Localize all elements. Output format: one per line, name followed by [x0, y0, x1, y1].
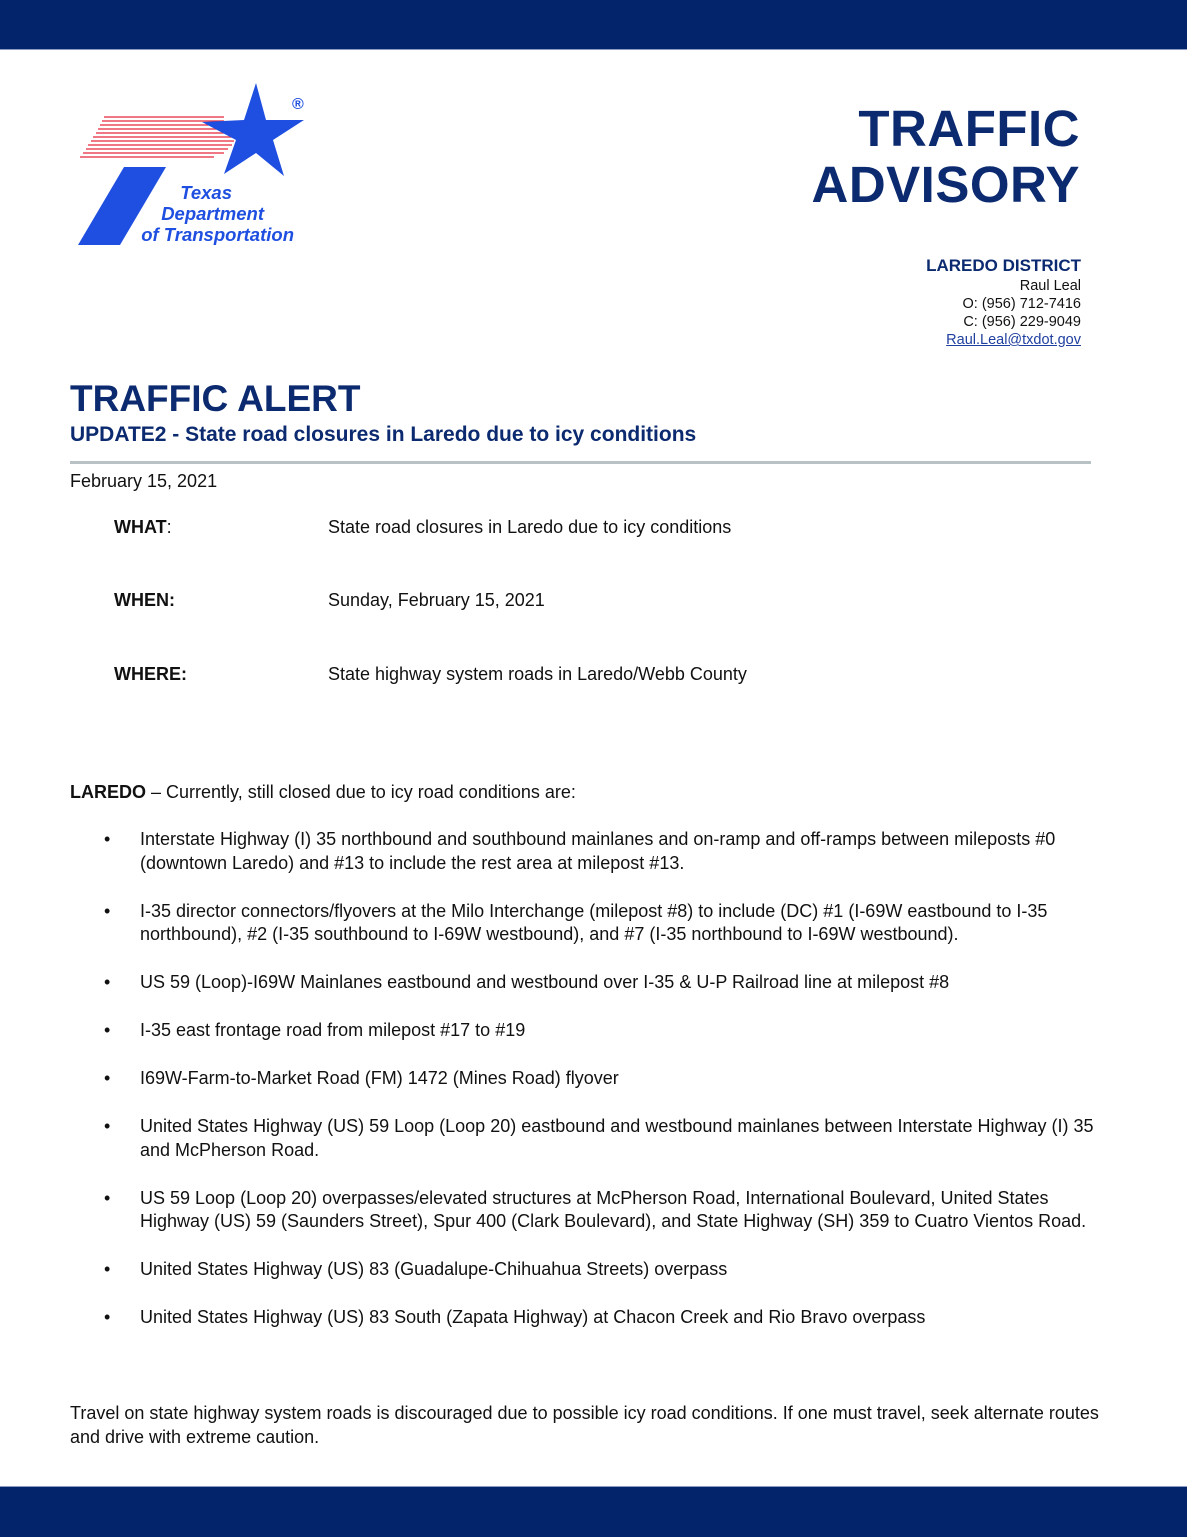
logo-line-department: Department: [161, 203, 264, 224]
section-divider: [70, 461, 1091, 464]
logo-star: [202, 83, 304, 176]
bullet-icon: •: [104, 1187, 111, 1208]
title-line-2: ADVISORY: [811, 156, 1080, 213]
closing-paragraph: Travel on state highway system roads is discouraged due to possible icy road conditions. If one must travel, seek alternate routes and drive with extreme caution.: [70, 1403, 1099, 1447]
registered-mark: ®: [292, 96, 304, 113]
title-line-1: TRAFFIC: [858, 100, 1080, 157]
list-item: • US 59 (Loop)-I69W Mainlanes eastbound and westbound over I-35 & U-P Railroad line at milepost #8: [70, 971, 1100, 995]
document-title: [812, 101, 1081, 213]
office-phone: O: (956) 712-7416: [962, 296, 1081, 312]
top-banner-bar: [0, 0, 1187, 50]
fact-label: WHERE:: [114, 664, 187, 684]
bullet-icon: •: [104, 1020, 111, 1040]
logo-line-texas: Texas: [180, 182, 232, 203]
bullet-icon: •: [104, 1307, 111, 1327]
list-item: • I-35 east frontage road from milepost #17 to #19: [70, 1019, 1100, 1043]
list-item: • Interstate Highway (I) 35 northbound and southbound mainlanes and on-ramp and off-ramps between mileposts #0 (downtown Laredo) and #13 to include the rest area at milepost #13.: [104, 829, 1056, 873]
closure-list: [70, 828, 1100, 1354]
bottom-banner-bar: [0, 1486, 1187, 1537]
bullet-icon: •: [104, 1116, 111, 1136]
logo-wordmark: [134, 182, 304, 245]
bullet-icon: •: [104, 1068, 111, 1088]
list-item: • United States Highway (US) 59 Loop (Loop 20) eastbound and westbound mainlanes between Interstate Highway (I) 35 and McPherson Road.: [104, 1116, 1094, 1160]
alert-title: TRAFFIC ALERT: [70, 378, 361, 419]
intro-text: – Currently, still closed due to icy road conditions are:: [146, 782, 576, 802]
logo-line-transportation: of Transportation: [141, 224, 294, 245]
alert-subtitle: UPDATE2 - State road closures in Laredo due to icy conditions: [70, 423, 697, 446]
contact-name: Raul Leal: [1019, 278, 1081, 294]
list-item: • I69W-Farm-to-Market Road (FM) 1472 (Mines Road) flyover: [70, 1067, 1100, 1091]
fact-value: Sunday, February 15, 2021: [328, 590, 545, 610]
fact-label: WHEN:: [114, 590, 175, 610]
contact-block: [926, 255, 1081, 349]
list-item: • United States Highway (US) 83 (Guadalupe-Chihuahua Streets) overpass: [70, 1258, 1100, 1282]
intro-paragraph: [70, 780, 576, 804]
fact-value: State highway system roads in Laredo/Webb County: [328, 664, 747, 684]
fact-value: State road closures in Laredo due to icy conditions: [328, 517, 732, 537]
release-date: February 15, 2021: [70, 471, 218, 491]
bullet-icon: •: [104, 829, 111, 849]
bullet-icon: •: [104, 972, 111, 992]
intro-lead: LAREDO: [70, 782, 146, 802]
bullet-icon: •: [104, 900, 111, 921]
fact-label: WHAT:: [114, 517, 172, 537]
email-link[interactable]: Raul.Leal@txdot.gov: [946, 332, 1081, 348]
list-item: • United States Highway (US) 83 South (Zapata Highway) at Chacon Creek and Rio Bravo overpass: [70, 1306, 1100, 1330]
district-name: LAREDO DISTRICT: [926, 256, 1081, 275]
cell-phone: C: (956) 229-9049: [963, 314, 1081, 330]
bullet-icon: •: [104, 1259, 111, 1279]
list-item: • I-35 director connectors/flyovers at the Milo Interchange (milepost #8) to include (DC) #1 (I-69W eastbound to I-35 northbound), #2 (I-35 southbound to I-69W westbound), and #7 (I-35 northbound to I-69W westbound).: [104, 900, 1048, 944]
list-item: • US 59 Loop (Loop 20) overpasses/elevated structures at McPherson Road, International Boulevard, United States Highway (US) 59 (Saunders Street), Spur 400 (Clark Boulevard), and State Highway (SH) 359 to Cuatro Vientos Road.: [104, 1187, 1087, 1231]
